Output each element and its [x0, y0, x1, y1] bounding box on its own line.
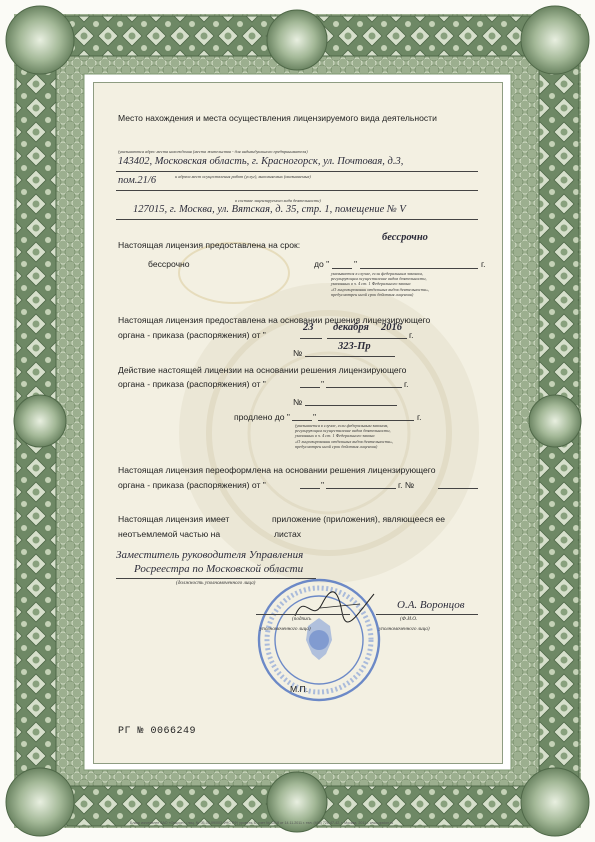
term-left-value: бессрочно [148, 259, 190, 269]
extended-suffix: г. [417, 412, 422, 422]
term-label: Настоящая лицензия предоставлена на срок: [118, 240, 301, 250]
basis-day: 23 [303, 322, 314, 333]
address-1-line-1: 143402, Московская область, г. Красногорск, ул. Почтовая, д.3, [118, 156, 404, 167]
reissue-day-underline [300, 488, 320, 489]
term-note-line: регулирующим осуществление видов деятельности, [331, 276, 427, 282]
term-value: бессрочно [382, 232, 428, 243]
signature-note-2: уполномоченного лица) [260, 626, 311, 632]
name-note-2: уполномоченного лица) [379, 626, 430, 632]
extension-note-line: регулирующим осуществление видов деятельности, [295, 428, 391, 434]
extension-line-1: Действие настоящей лицензии на основании решения лицензирующего [118, 365, 407, 375]
basis-month-underline [327, 338, 407, 339]
basis-number-label: № [293, 348, 303, 358]
basis-line-1: Настоящая лицензия предоставлена на основании решения лицензирующего [118, 315, 431, 325]
extension-line-2: органа - приказа (распоряжения) от " [118, 379, 266, 389]
extended-quote-close: " [313, 412, 317, 422]
term-until-prefix: до " [314, 259, 330, 269]
name-note: (Ф.И.О. [400, 616, 418, 622]
address-2: 127015, г. Москва, ул. Вятская, д. 35, стр. 1, помещение № V [133, 204, 406, 215]
location-note-2: и адреса мест осуществления работ (услуг), выполняемых (оказываемых) [175, 174, 311, 179]
term-until-mid: " [354, 259, 358, 269]
reissue-line-1: Настоящая лицензия переоформлена на основании решения лицензирующего [118, 465, 436, 475]
basis-day-underline [300, 338, 322, 339]
appendix-line-1-right: приложение (приложения), являющееся ее [272, 514, 446, 524]
extension-quote-close: " [321, 379, 325, 389]
printer-line: Бланк изготовлен ЗАО «Опцион» (лиц. № 05-05-09/003 ФНС РФ) уровень Б, счет № 1518 от 14.11.2011 г. тел. (495) 726-47-42, г. Москва, 2011 г. www.opcion.ru [130, 821, 394, 825]
extension-day-underline [300, 387, 320, 388]
extension-month-underline [326, 387, 402, 388]
location-note-3: в составе лицензируемого вида деятельности) [235, 198, 321, 203]
extension-number-underline [305, 405, 397, 406]
term-until-suffix: г. [481, 259, 486, 269]
reissue-year-suffix: г. № [398, 480, 415, 490]
address-2-underline [116, 219, 478, 220]
basis-year-suffix: г. [409, 330, 414, 340]
term-note-line: предусмотрен иной срок действия лицензии) [331, 291, 414, 297]
address-1-line-2: пом.21/6 [118, 175, 157, 186]
basis-month: декабря [333, 322, 369, 333]
term-note-line: «О лицензировании отдельных видов деятельности», [331, 286, 430, 292]
reissue-line-2: органа - приказа (распоряжения) от " [118, 480, 266, 490]
reissue-quote-close: " [321, 480, 325, 490]
term-month-underline [360, 268, 478, 269]
appendix-line-2-right: листах [274, 529, 302, 539]
basis-number: 323-Пр [338, 341, 371, 352]
extended-prefix: продлено до " [234, 412, 290, 422]
extension-note-line: указанных в ч. 4 ст. 1 Федерального закона [295, 433, 375, 439]
term-day-underline [332, 268, 352, 269]
term-note-line: указывается в случае, если федеральным законом, [331, 271, 423, 276]
term-note-line: указанных в ч. 4 ст. 1 Федерального закона [331, 281, 411, 287]
extended-month-underline [318, 420, 414, 421]
basis-line-2: органа - приказа (распоряжения) от " [118, 330, 266, 340]
extension-year-suffix: г. [404, 379, 409, 389]
signer-position-2: Росреестра по Московской области [134, 563, 304, 575]
appendix-line-2-left: неотъемлемой частью на [118, 529, 221, 539]
term-note [331, 271, 493, 297]
basis-year: 2016 [381, 322, 402, 333]
extension-number-label: № [293, 397, 303, 407]
basis-number-underline [305, 356, 395, 357]
address-1-underline-1 [116, 171, 478, 172]
reissue-month-underline [326, 488, 396, 489]
signature-underline [256, 614, 350, 615]
location-note-1: (указываются адрес места нахождения (места жительства - для индивидуального предпринимателя) [118, 149, 308, 154]
reissue-number-underline [438, 488, 478, 489]
name-underline [376, 614, 478, 615]
extension-note-line: «О лицензировании отдельных видов деятельности», [295, 438, 394, 444]
address-1-underline-2 [116, 190, 478, 191]
extension-note-line: (указывается в случае, если федеральным законом, [295, 423, 389, 428]
location-heading: Место нахождения и места осуществления лицензируемого вида деятельности [118, 113, 437, 123]
signer-name: О.А. Воронцов [397, 599, 465, 611]
position-note: (должность уполномоченного лица) [176, 580, 256, 586]
signature-note: (подпись [292, 616, 312, 622]
extended-day-underline [292, 420, 312, 421]
stamp-label: М.П. [290, 684, 309, 694]
signer-position-1: Заместитель руководителя Управления [116, 549, 304, 561]
serial-number: РГ № 0066249 [118, 726, 197, 737]
appendix-line-1-left: Настоящая лицензия имеет [118, 514, 230, 524]
extension-note-line: предусмотрен иной срок действия лицензии) [295, 443, 378, 449]
extension-note [295, 423, 463, 449]
